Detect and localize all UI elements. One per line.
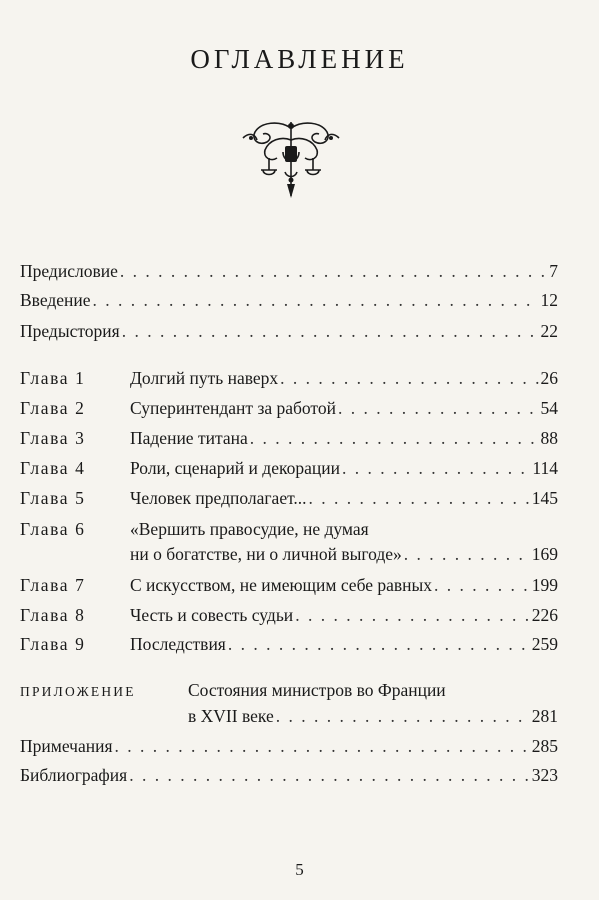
chapter-page: 54	[540, 398, 558, 418]
chapter-title: Честь и совесть судьи	[130, 605, 294, 625]
leader-dots	[338, 395, 539, 421]
toc-entry-chapter-3[interactable]	[20, 425, 558, 451]
ornament-icon	[239, 118, 343, 200]
toc-entry-chapter-8[interactable]	[20, 602, 558, 628]
chapter-number: Глава 9	[20, 634, 86, 654]
leader-dots	[295, 602, 530, 628]
toc-entry-chapter-6-continued[interactable]	[20, 541, 558, 567]
toc-entry-page: 7	[549, 261, 558, 281]
page-number: 5	[295, 860, 304, 879]
chapter-number: Глава 1	[20, 368, 86, 388]
leader-dots	[115, 733, 530, 759]
toc-entry-label: Введение	[20, 290, 91, 310]
toc-entry-page: 285	[531, 736, 558, 756]
toc-entry-page: 323	[531, 765, 558, 785]
toc-entry-chapter-4[interactable]	[20, 455, 558, 481]
toc-entry-chapter-5[interactable]	[20, 485, 558, 511]
appendix-title-line-1: Состояния министров во Франции	[188, 680, 446, 700]
leader-dots	[434, 572, 530, 598]
chapter-page: 145	[531, 488, 558, 508]
chapter-number: Глава 3	[20, 428, 86, 448]
toc-entry-appendix[interactable]	[20, 677, 558, 703]
toc-entry-page: 12	[540, 290, 558, 310]
toc-entry-chapter-6[interactable]	[20, 516, 558, 542]
toc-entry-page: 22	[540, 321, 558, 341]
leader-dots	[122, 318, 539, 344]
leader-dots	[120, 258, 547, 284]
chapter-title: С искусством, не имеющим себе равных	[130, 575, 433, 595]
toc-entry-chapter-1[interactable]	[20, 365, 558, 391]
appendix-page: 281	[531, 706, 558, 726]
toc-entry-notes[interactable]	[20, 733, 558, 759]
leader-dots	[228, 631, 530, 657]
toc-entry-label: Примечания	[20, 736, 113, 756]
chapter-title: Роли, сценарий и декорации	[130, 458, 340, 478]
chapter-number: Глава 5	[20, 488, 86, 508]
leader-dots	[309, 485, 530, 511]
chapter-title-line-1: «Вершить правосудие, не думая	[130, 519, 369, 539]
toc-entry-label: Предисловие	[20, 261, 118, 281]
toc-entry-chapter-2[interactable]	[20, 395, 558, 421]
chapter-title: Последствия	[130, 634, 226, 654]
toc-entry-label: Библиография	[20, 765, 128, 785]
appendix-label: ПРИЛОЖЕНИЕ	[20, 684, 136, 699]
chapter-number: Глава 6	[20, 519, 86, 539]
leader-dots	[280, 365, 538, 391]
chapter-page: 114	[532, 458, 558, 478]
toc-entry-bibliography[interactable]	[20, 762, 558, 788]
toc-entry-introduction[interactable]	[20, 287, 558, 313]
chapter-title: Долгий путь наверх	[130, 368, 279, 388]
toc-entry-label: Предыстория	[20, 321, 120, 341]
leader-dots	[342, 455, 530, 481]
chapter-title: Человек предполагает...	[130, 488, 307, 508]
leader-dots	[129, 762, 530, 788]
chapter-page: 259	[531, 634, 558, 654]
leader-dots	[276, 703, 530, 729]
chapter-page: 169	[531, 544, 558, 564]
chapter-page: 226	[531, 605, 558, 625]
leader-dots	[250, 425, 539, 451]
page-title: ОГЛАВЛЕНИЕ	[190, 44, 409, 74]
chapter-page: 88	[540, 428, 558, 448]
appendix-title-line-2: в XVII веке	[188, 706, 274, 726]
chapter-number: Глава 7	[20, 575, 86, 595]
toc-entry-appendix-continued[interactable]	[20, 703, 558, 729]
chapter-title-line-2: ни о богатстве, ни о личной выгоде»	[130, 544, 402, 564]
toc-entry-chapter-7[interactable]	[20, 572, 558, 598]
toc-entry-preface[interactable]	[20, 258, 558, 284]
chapter-page: 199	[531, 575, 558, 595]
chapter-title: Падение титана	[130, 428, 248, 448]
toc-entry-prehistory[interactable]	[20, 318, 558, 344]
chapter-number: Глава 4	[20, 458, 86, 478]
chapter-title: Суперинтендант за работой	[130, 398, 336, 418]
toc-entry-chapter-9[interactable]	[20, 631, 558, 657]
chapter-page: 26	[540, 368, 558, 388]
chapter-number: Глава 2	[20, 398, 86, 418]
chapter-number: Глава 8	[20, 605, 86, 625]
leader-dots	[93, 287, 539, 313]
leader-dots	[404, 541, 530, 567]
